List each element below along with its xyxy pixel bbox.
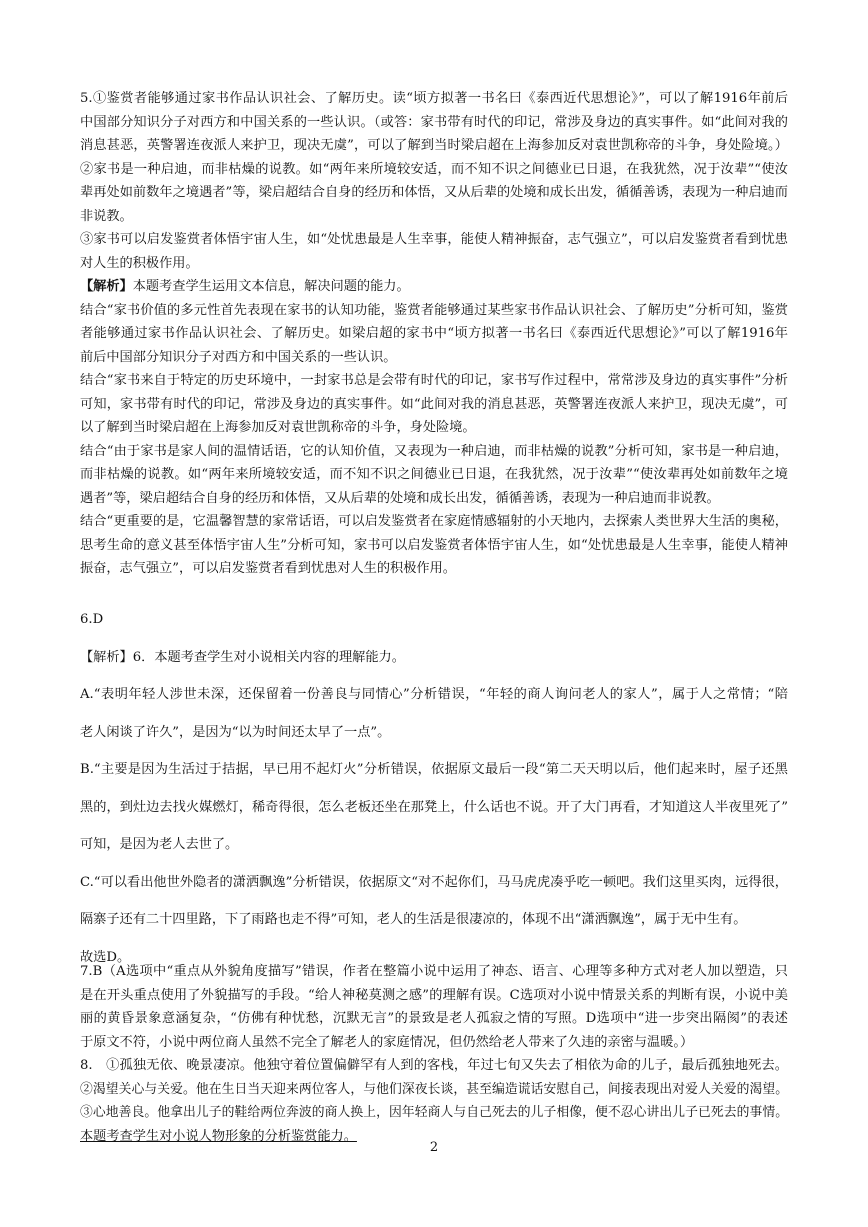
text-line: 非说教。 [80, 208, 133, 224]
text-line: 而非枯燥的说教。如“两年来所境较安适，而不知不识之间德业已日退，在我犹然，况于汝辈”“使汝辈再处如前数年之境 [80, 467, 788, 482]
text-line: 中国部分知识分子对西方和中国关系的一些认识。（或答：家书带有时代的印记，常涉及身边的真实事件。如“此间对我的 [80, 114, 788, 130]
text-line: 老人闲谈了许久”，是因为“以为时间还太早了一点”。 [80, 724, 391, 740]
analysis-label: 【解析】 [80, 279, 133, 294]
text-line: 黑的，到灶边去找火媒燃灯，稀奇得很，怎么老板还坐在那凳上，什么话也不说。开了大门再看，才知道这人半夜里死了” [80, 799, 788, 815]
text-line: 振奋，志气强立”，可以启发鉴赏者看到忧患对人生的积极作用。 [80, 561, 456, 576]
text-line: ②家书是一种启迪，而非枯燥的说教。如“两年来所境较安适，而不知不识之间德业已日退，在我犹然，况于汝辈”“使汝 [80, 161, 788, 177]
text-line: 7.B（A选项中“重点从外貌角度描写”错误，作者在整篇小说中运用了神态、语言、心理等多种方式对老人加以塑造，只 [80, 964, 788, 979]
text-line: 丽的黄昏景象意涵复杂，“仿佛有种忧愁，沉默无言”的景致是老人孤寂之情的写照。D选项中“进一步突出隔阂”的表述 [80, 1011, 788, 1026]
text-line: 辈再处如前数年之境遇者”等，梁启超结合自身的经历和体悟，又从后辈的处境和成长出发，循循善诱，表现为一种启迪而 [80, 185, 788, 200]
answer-6-block [80, 601, 788, 976]
page-number: 2 [429, 1140, 439, 1155]
text-line: 8. ①孤独无依、晚景凄凉。他独守着位置偏僻罕有人到的客栈，年过七旬又失去了相依为命的儿子，最后孤独地死去。 [80, 1058, 788, 1073]
text-line: 前后中国部分知识分子对西方和中国关系的一些认识。 [80, 349, 397, 365]
text-line: 结合“家书来自于特定的历史环境中，一封家书总是会带有时代的印记，家书写作过程中，常常涉及身边的真实事件”分析 [80, 373, 788, 388]
text-line: 【解析】6．本题考查学生对小说相关内容的理解能力。 [80, 649, 405, 665]
text-line: 以了解到当时梁启超在上海参加反对袁世凯称帝的斗争，身处险境。 [80, 420, 476, 435]
text-line: 故选D。 [80, 949, 131, 965]
answer-5-block [80, 87, 788, 275]
text-line: ③家书可以启发鉴赏者体悟宇宙人生，如“处忧患最是人生幸事，能使人精神振奋，志气强立”，可以启发鉴赏者看到忧患 [80, 232, 788, 247]
text-line: A.“表明年轻人涉世未深，还保留着一份善良与同情心”分析错误，“年轻的商人询问老人的家人”，属于人之常情；“陪 [80, 687, 788, 702]
text-line: 消息甚恶，英警署连夜派人来护卫，现决无虞”，可以了解到当时梁启超在上海参加反对袁世凯称帝的斗争，身处险境。） [80, 138, 788, 153]
text-line: B.“主要是因为生活过于拮据，早已用不起灯火”分析错误，依据原文最后一段“第二天天明以后，他们起来时，屋子还黑 [80, 762, 788, 777]
text-line: 于原文不符，小说中两位商人虽然不完全了解老人的家庭情况，但仍然给老人带来了久违的亲密与温暖。） [80, 1034, 694, 1050]
text-line: C.“可以看出他世外隐者的潇洒飘逸”分析错误，依据原文“对不起你们，马马虎虎凑乎吃一顿吧。我们这里买肉，远得很， [80, 874, 788, 890]
text-line: 结合“由于家书是家人间的温情话语，它的认知价值，又表现为一种启迪，而非枯燥的说教”分析可知，家书是一种启迪， [80, 443, 788, 459]
answer-7-8-block [80, 960, 788, 1148]
text-line: 6.D [80, 612, 104, 627]
text-line: 可知，家书带有时代的印记，常涉及身边的真实事件。如“此间对我的消息甚恶，英警署连夜派人来护卫，现决无虞”，可 [80, 396, 788, 412]
text-line: 遇者”等，梁启超结合自身的经历和体悟，又从后辈的处境和成长出发，循循善诱，表现为一种启迪而非说教。 [80, 490, 720, 506]
text-line: ②渴望关心与关爱。他在生日当天迎来两位客人，与他们深夜长谈，甚至编造谎话安慰自己，间接表现出对爱人关爱的渴望。 [80, 1081, 788, 1097]
text-line: 是在开头重点使用了外貌描写的手段。“给人神秘莫测之感”的理解有误。C选项对小说中情景关系的判断有误，小说中美 [80, 987, 788, 1003]
text-line: 隔寨子还有二十四里路，下了雨路也走不得”可知，老人的生活是很凄凉的，体现不出“潇洒飘逸”，属于无中生有。 [80, 912, 747, 927]
text-line: 对人生的积极作用。 [80, 255, 199, 271]
text-line: 结合“家书价值的多元性首先表现在家书的认知功能，鉴赏者能够通过某些家书作品认识社会、了解历史”分析可知，鉴赏 [80, 302, 788, 318]
analysis-5-block [80, 275, 788, 581]
text-line: 5.①鉴赏者能够通过家书作品认识社会、了解历史。读“顷方拟著一书名曰《泰西近代思想论》”，可以了解1916年前后 [80, 91, 788, 106]
text-line: 可知，是因为老人去世了。 [80, 837, 239, 852]
text-line: 思考生命的意义甚至体悟宇宙人生”分析可知，家书可以启发鉴赏者体悟宇宙人生，如“处忧患最是人生幸事，能使人精神 [80, 537, 788, 553]
text-line: 【解析】本题考查学生运用文本信息，解决问题的能力。 [80, 279, 410, 294]
text-line: 结合“更重要的是，它温馨智慧的家常话语，可以启发鉴赏者在家庭情感辐射的小天地内，去探索人类世界大生活的奥秘， [80, 514, 788, 529]
underlined-note: 本题考查学生对小说人物形象的分析鉴赏能力。 [80, 1128, 357, 1144]
text-line: ③心地善良。他拿出儿子的鞋给两位奔波的商人换上，因年轻商人与自己死去的儿子相像，便不忍心讲出儿子已死去的事情。 [80, 1105, 788, 1120]
text-line: 者能够通过家书作品认识社会、了解历史。如梁启超的家书中“顷方拟著一书名曰《泰西近代思想论》”可以了解1916年 [80, 326, 788, 341]
